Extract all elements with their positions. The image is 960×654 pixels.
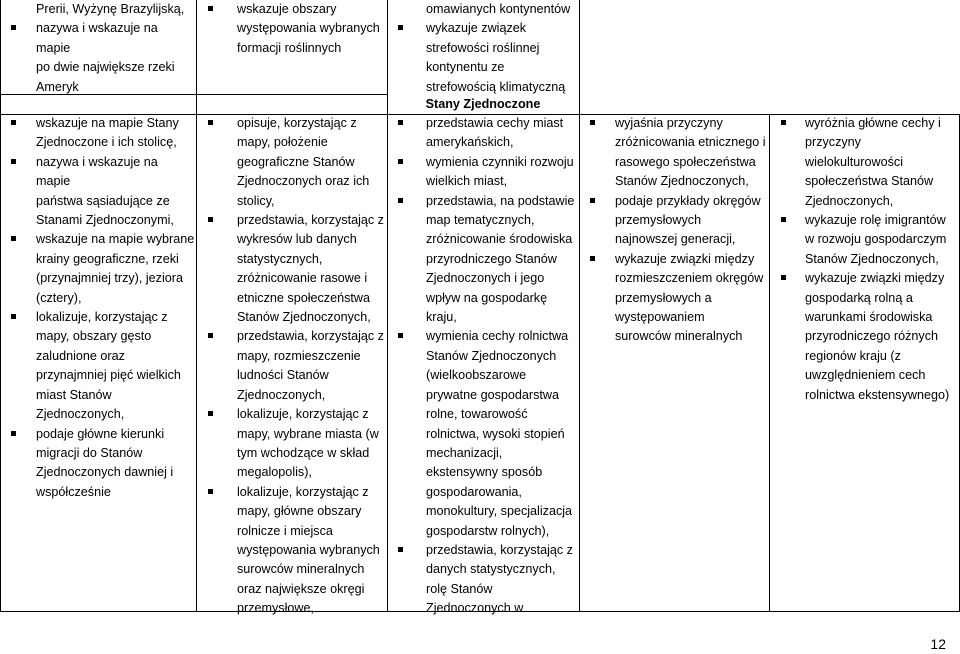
column-divider bbox=[387, 0, 388, 612]
bullet-icon bbox=[590, 198, 595, 203]
column-divider bbox=[196, 0, 197, 612]
bullet-icon bbox=[11, 314, 16, 319]
column-divider bbox=[769, 114, 770, 612]
column-wykraczajace: wyróżnia główne cechy i przyczyny wielokulturowości społeczeństwa Stanów Zjednoczonych, wykazuje rolę imigrantów w rozwoju gospodarczym Stanów Zjednoczonych, wykazuje związki między gospodarką rolną a warunkami środowiska przyrodniczego różnych regionów kraju (z uwzględnieniem cech rolnictwa ekstensywnego) bbox=[775, 114, 959, 405]
column-rozszerzajace: przedstawia cechy miast amerykańskich, wymienia czynniki rozwoju wielkich miast, przedstawia, na podstawie map tematycznych, zróżnicowanie środowiska przyrodniczego Stanów Zjednoczonych i jego wpływ na gospodarkę kraju, wymienia cechy rolnictwa Stanów Zjednoczonych (wielkoobszarowe prywatne gospodarstwa rolne, towarowość rolnictwa, wysoki stopień mechanizacji, ekstensywny sposób gospodarowania, monokultury, specjalizacja gospodarstw rolnych), przedstawia, korzystając z danych statystycznych, rolę Stanów Zjednoczonych w bbox=[392, 114, 578, 619]
column-podstawowe: opisuje, korzystając z mapy, położenie geograficzne Stanów Zjednoczonych oraz ich stolicy, przedstawia, korzystając z wykresów lub danych statystycznych, zróżnicowanie rasowe i etniczne społeczeństwa Stanów Zjednoczonych, przedstawia, korzystając z mapy, rozmieszczenie ludności Stanów Zjednoczonych, lokalizuje, korzystając z mapy, wybrane miasta (w tym wchodzące w skład megalopolis), lokalizuje, korzystając z mapy, główne obszary rolnicze i miejsca występowania wybranych surowców mineralnych oraz największe okręgi przemysłowe, bbox=[202, 114, 386, 619]
bullet-icon bbox=[208, 411, 213, 416]
bullet-icon bbox=[398, 198, 403, 203]
bullet-icon bbox=[398, 25, 403, 30]
bullet-icon bbox=[11, 120, 16, 125]
bullet-icon bbox=[398, 120, 403, 125]
bullet-icon bbox=[11, 431, 16, 436]
bullet-icon bbox=[781, 275, 786, 280]
bullet-icon bbox=[208, 489, 213, 494]
row1-col1: Prerii, Wyżynę Brazylijską, nazywa i wskazuje na mapie po dwie największe rzeki Ameryk bbox=[5, 0, 193, 97]
page-number: 12 bbox=[930, 636, 946, 652]
column-konieczne: wskazuje na mapie Stany Zjednoczone i ich stolicę, nazywa i wskazuje na mapie państwa sąsiadujące ze Stanami Zjednoczonymi, wskazuje na mapie wybrane krainy geograficzne, rzeki (przynajmniej trzy), jeziora (cztery), lokalizuje, korzystając z mapy, obszary gęsto zaludnione oraz przynajmniej pięć wielkich miast Stanów Zjednoczonych, podaje główne kierunki migracji do Stanów Zjednoczonych dawniej i współcześnie bbox=[5, 114, 195, 502]
column-dopelniajace: wyjaśnia przyczyny zróżnicowania etnicznego i rasowego społeczeństwa Stanów Zjednoczonych, podaje przykłady okręgów przemysłowych najnowszej generacji, wykazuje związki między rozmieszczeniem okręgów przemysłowych a występowaniem surowców mineralnych bbox=[584, 114, 768, 347]
bullet-icon bbox=[590, 256, 595, 261]
bullet-icon bbox=[208, 217, 213, 222]
row1-col3: omawianych kontynentów wykazuje związek strefowości roślinnej kontynentu ze strefowością klimatyczną bbox=[392, 0, 578, 97]
bullet-icon bbox=[11, 25, 16, 30]
row1-col2: wskazuje obszary występowania wybranych formacji roślinnych bbox=[202, 0, 386, 58]
table-border-left bbox=[0, 0, 1, 612]
bullet-icon bbox=[590, 120, 595, 125]
bullet-icon bbox=[11, 236, 16, 241]
bullet-icon bbox=[208, 6, 213, 11]
bullet-icon bbox=[208, 333, 213, 338]
section-title: Stany Zjednoczone bbox=[425, 97, 541, 111]
bullet-icon bbox=[398, 547, 403, 552]
bullet-icon bbox=[208, 120, 213, 125]
bullet-icon bbox=[11, 159, 16, 164]
bullet-icon bbox=[398, 333, 403, 338]
bullet-icon bbox=[398, 159, 403, 164]
column-divider bbox=[579, 0, 580, 612]
bullet-icon bbox=[781, 217, 786, 222]
bullet-icon bbox=[781, 120, 786, 125]
